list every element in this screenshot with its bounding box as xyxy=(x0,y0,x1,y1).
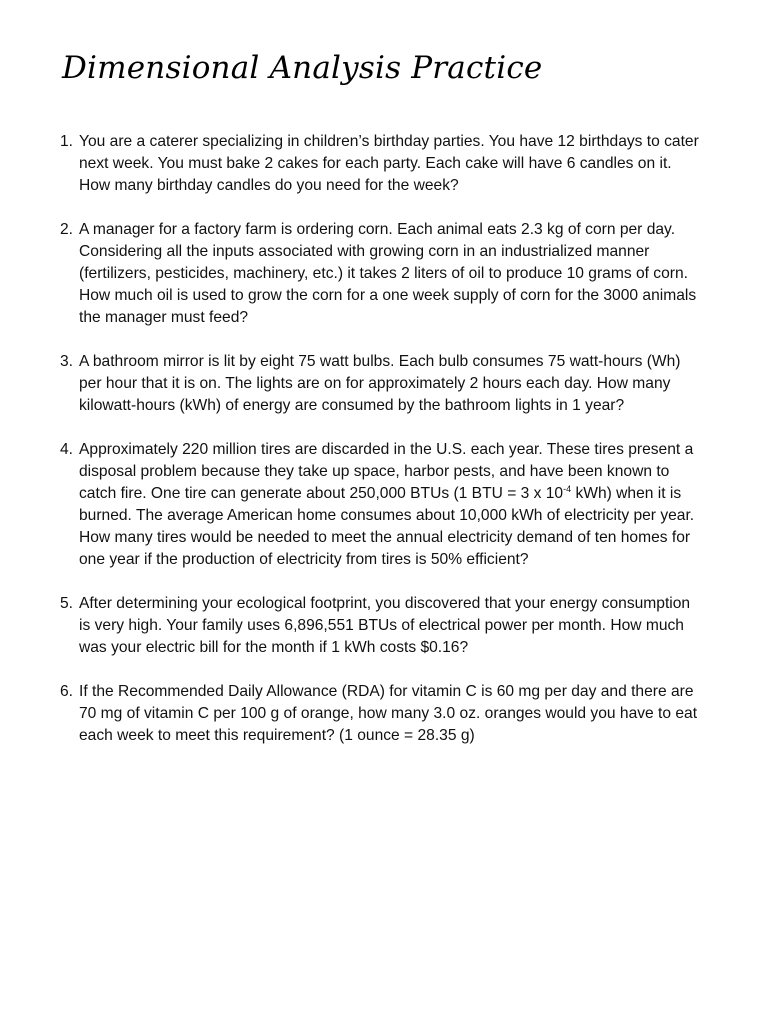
page-title: Dimensional Analysis Practice xyxy=(62,50,543,86)
problem-3 xyxy=(60,351,700,417)
problem-4 xyxy=(60,439,700,571)
problem-text xyxy=(79,439,700,571)
problem-2 xyxy=(60,219,700,329)
problem-number: 2. xyxy=(60,221,74,238)
problem-list xyxy=(60,131,700,769)
problem-text: After determining your ecological footprint, you discovered that your energy consumption is very high. Your family uses 6,896,551 BTUs of electrical power per month. How much was your electric bill for the month if 1 kWh costs $0.16? xyxy=(79,595,691,656)
problem-5 xyxy=(60,593,700,659)
problem-number: 4. xyxy=(60,441,74,458)
problem-text-part: Approximately 220 million tires are discarded in the U.S. each year. These tires present a disposal problem because they take up space, harbor pests, and have been known to catch fire. One tire can generate about 250,000 BTUs (1 BTU = 3 x 10 xyxy=(79,441,694,502)
problem-number: 5. xyxy=(60,595,74,612)
exponent-superscript: -4 xyxy=(563,483,572,494)
problem-text: If the Recommended Daily Allowance (RDA) for vitamin C is 60 mg per day and there are 70 mg of vitamin C per 100 g of orange, how many 3.0 oz. oranges would you have to eat each week to meet this requirement? (1 ounce = 28.35 g) xyxy=(79,683,698,744)
problem-6 xyxy=(60,681,700,747)
problem-number: 3. xyxy=(60,353,74,370)
problem-text: A bathroom mirror is lit by eight 75 watt bulbs. Each bulb consumes 75 watt-hours (Wh) per hour that it is on. The lights are on for approximately 2 hours each day. How many kilowatt-hours (kWh) of energy are consumed by the bathroom lights in 1 year? xyxy=(79,353,681,414)
problem-1 xyxy=(60,131,700,197)
problem-number: 6. xyxy=(60,683,74,700)
problem-text-part: kWh) when it is burned. The average American home consumes about 10,000 kWh of electricity per year. How many tires would be needed to meet the annual electricity demand of ten homes for one year if the production of electricity from tires is 50% efficient? xyxy=(79,485,695,568)
problem-text: You are a caterer specializing in children’s birthday parties. You have 12 birthdays to cater next week. You must bake 2 cakes for each party. Each cake will have 6 candles on it. How many birthday candles do you need for the week? xyxy=(79,133,699,194)
problem-number: 1. xyxy=(60,133,74,150)
problem-text: A manager for a factory farm is ordering corn. Each animal eats 2.3 kg of corn per day. Considering all the inputs associated with growing corn in an industrialized manner (fertilizers, pesticides, machinery, etc.) it takes 2 liters of oil to produce 10 grams of corn. How much oil is used to grow the corn for a one week supply of corn for the 3000 animals the manager must feed? xyxy=(79,221,697,326)
